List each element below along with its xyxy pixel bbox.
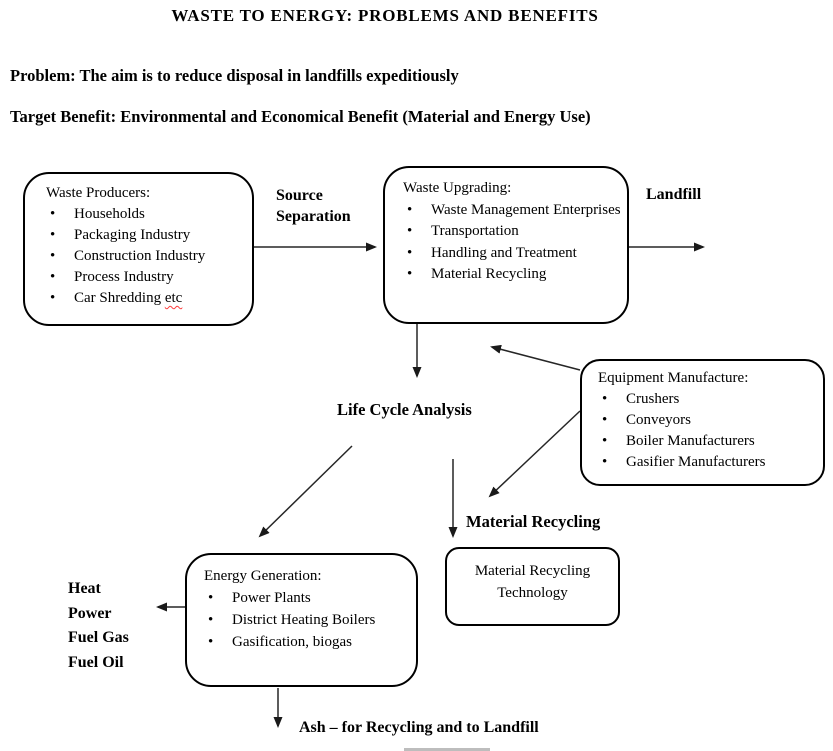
source-separation-label: Source Separation xyxy=(276,187,351,225)
list-item: • Boiler Manufacturers xyxy=(598,431,817,452)
list-item: • Process Industry xyxy=(46,267,246,288)
spellcheck-underline: etc xyxy=(164,290,183,306)
energy-output-label: Heat xyxy=(68,580,101,597)
list-item: • Gasifier Manufacturers xyxy=(598,452,817,473)
equipment-manufacture-heading: Equipment Manufacture: xyxy=(598,370,749,386)
list-item: • Car Shredding etc xyxy=(46,288,246,309)
list-item: • Waste Management Enterprises xyxy=(403,200,621,222)
energy-outputs-labels xyxy=(68,577,129,675)
list-item: • Crushers xyxy=(598,389,817,410)
list-item: • Material Recycling xyxy=(403,264,621,286)
list-item: • District Heating Boilers xyxy=(204,609,410,631)
equipment-manufacture-box xyxy=(580,359,825,486)
waste-producers-list xyxy=(46,204,246,309)
arrow-equipment-to-material-recycling xyxy=(490,411,580,496)
energy-generation-list xyxy=(204,587,410,653)
waste-upgrading-heading: Waste Upgrading: xyxy=(403,180,512,196)
waste-producers-heading: Waste Producers: xyxy=(46,185,151,201)
list-item: • Power Plants xyxy=(204,587,410,609)
waste-upgrading-list xyxy=(403,200,621,286)
list-item: • Packaging Industry xyxy=(46,225,246,246)
energy-output-label: Fuel Gas xyxy=(68,629,129,647)
energy-generation-box xyxy=(185,553,418,687)
energy-output-label: Fuel Oil xyxy=(68,653,124,671)
equipment-manufacture-list xyxy=(598,389,817,473)
energy-output-label: Power xyxy=(68,604,112,622)
life-cycle-analysis-label: Life Cycle Analysis xyxy=(337,400,472,419)
ash-label: Ash – for Recycling and to Landfill xyxy=(299,719,539,736)
list-item: • Handling and Treatment xyxy=(403,243,621,265)
material-recycling-technology-text: Material Recycling Technology xyxy=(474,563,591,601)
list-item: • Households xyxy=(46,204,246,225)
list-item: • Construction Industry xyxy=(46,246,246,267)
list-item: • Transportation xyxy=(403,221,621,243)
list-item: • Gasification, biogas xyxy=(204,631,410,653)
page-title: WASTE TO ENERGY: PROBLEMS AND BENEFITS xyxy=(171,6,599,25)
energy-generation-heading: Energy Generation: xyxy=(204,568,322,584)
problem-statement: Problem: The aim is to reduce disposal in landfills expeditiously xyxy=(10,66,459,85)
arrow-equipment-to-upgrading xyxy=(492,347,580,370)
arrow-lca-to-energy-generation xyxy=(260,446,352,536)
material-recycling-technology-box xyxy=(445,547,620,626)
landfill-label: Landfill xyxy=(646,186,702,203)
waste-producers-box xyxy=(23,172,254,326)
waste-upgrading-box xyxy=(383,166,629,324)
target-benefit-statement: Target Benefit: Environmental and Economical Benefit (Material and Energy Use) xyxy=(10,107,591,126)
material-recycling-label: Material Recycling xyxy=(466,512,601,531)
list-item: • Conveyors xyxy=(598,410,817,431)
